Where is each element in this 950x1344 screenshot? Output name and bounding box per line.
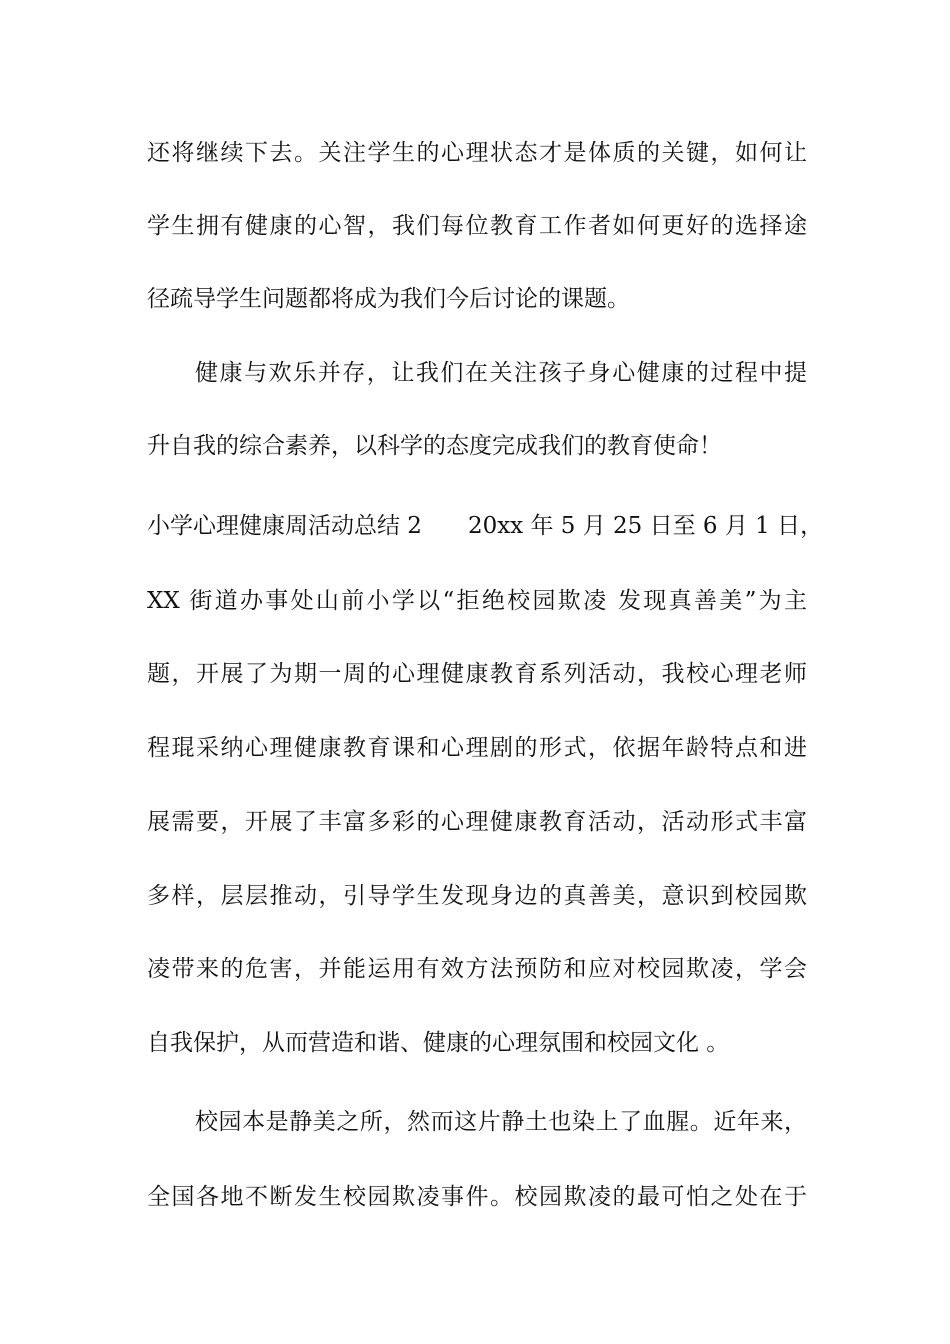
- text-line: 程琨采纳心理健康教育课和心理剧的形式，依据年龄特点和进: [147, 735, 807, 761]
- text-line: 升自我的综合素养，以科学的态度完成我们的教育使命！: [147, 433, 722, 459]
- text-line: 自我保护，从而营造和谐、健康的心理氛围和校园文化 。: [147, 1030, 730, 1056]
- text-line: XX 街道办事处山前小学以“拒绝校园欺凌 发现真善美”为主: [147, 588, 807, 614]
- text-line: 全国各地不断发生校园欺凌事件。校园欺凌的最可怕之处在于: [147, 1184, 807, 1210]
- text-line: 小学心理健康周活动总结 2 20xx 年 5 月 25 日至 6 月 1 日，: [147, 513, 824, 539]
- text-line: 健康与欢乐并存，让我们在关注孩子身心健康的过程中提: [195, 360, 807, 386]
- text-line: 学生拥有健康的心智，我们每位教育工作者如何更好的选择途: [147, 213, 807, 239]
- text-line: 还将继续下去。关注学生的心理状态才是体质的关键，如何让: [147, 140, 807, 166]
- text-line: 展需要，开展了丰富多彩的心理健康教育活动，活动形式丰富: [147, 809, 807, 835]
- text-line: 题，开展了为期一周的心理健康教育系列活动，我校心理老师: [147, 661, 807, 687]
- text-line: 校园本是静美之所，然而这片静土也染上了血腥。近年来，: [195, 1109, 807, 1135]
- text-line: 径疏导学生问题都将成为我们今后讨论的课题。: [147, 286, 630, 312]
- text-line: 凌带来的危害，并能运用有效方法预防和应对校园欺凌，学会: [147, 956, 807, 982]
- text-line: 多样，层层推动，引导学生发现身边的真善美，意识到校园欺: [147, 883, 807, 909]
